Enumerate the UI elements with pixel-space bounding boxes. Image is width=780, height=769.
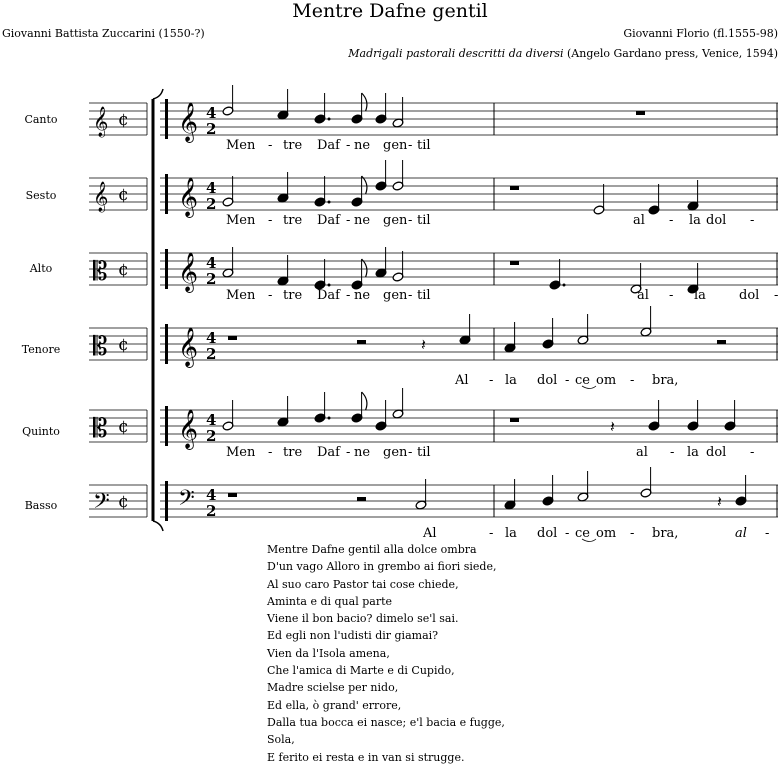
composer-credit: Giovanni Battista Zuccarini (1550-?) (2, 27, 205, 40)
half-rest (717, 340, 726, 344)
clef-icon: 𝄞 (178, 327, 199, 367)
poem-line: Al suo caro Pastor tai cose chiede, (267, 577, 459, 591)
incipit-clef-icon: 𝄢 (93, 489, 110, 519)
lyric-syllable: la (689, 213, 701, 228)
lyric-syllable: tre (283, 445, 303, 460)
lyric-syllable: dol (706, 445, 727, 460)
lyric-hyphen: - (489, 526, 494, 541)
ambitus-marker (165, 324, 168, 364)
lyric-syllable: dol (537, 373, 558, 388)
lyric-hyphen: - (268, 213, 273, 228)
lyric-hyphen: - (346, 138, 351, 153)
note-flag (362, 259, 367, 277)
part-name-basso: Basso (24, 499, 58, 512)
poem-line: Aminta e di qual parte (267, 594, 393, 608)
lyric-syllable: bra, (652, 373, 679, 388)
lyric-syllable: la (687, 445, 699, 460)
poem-line: Madre scielse per nido, (267, 681, 399, 695)
ambitus-marker (165, 406, 168, 446)
time-signature-numerator: 4 (206, 486, 217, 504)
poem-line: E ferito ei resta e in van si strugge. (267, 750, 465, 764)
lyric-syllable: om (596, 373, 617, 388)
lyric-hyphen: - (346, 213, 351, 228)
lyric-hyphen: - (268, 138, 273, 153)
incipit-clef-icon: 𝄞 (93, 182, 109, 212)
lyric-hyphen: - (408, 445, 413, 460)
lyric-syllable: Men (226, 445, 256, 460)
lyric-syllable: la (505, 526, 517, 541)
clef-icon: 𝄞 (178, 409, 199, 449)
lyric-syllable: til (417, 288, 431, 303)
time-signature-denominator: 2 (206, 195, 217, 213)
poem-line: Che l'amica di Marte e di Cupido, (267, 664, 455, 678)
lyric-syllable: ce (575, 373, 590, 388)
lyric-hyphen: - (346, 288, 351, 303)
lyric-syllable: til (417, 445, 431, 460)
note-dot (563, 284, 566, 287)
lyric-syllable: ce (575, 526, 590, 541)
lyric-hyphen: - (489, 373, 494, 388)
lyric-syllable: Men (226, 213, 256, 228)
lyric-syllable: dol (706, 213, 727, 228)
lyric-hyphen: - (408, 138, 413, 153)
incipit-mensuration-icon: ¢ (118, 185, 129, 205)
lyric-hyphen: - (268, 445, 273, 460)
half-rest (357, 340, 366, 344)
poet-credit: Giovanni Florio (fl.1555-98) (623, 27, 778, 40)
lyric-syllable: Men (226, 138, 256, 153)
lyric-syllable: ne (354, 213, 371, 228)
lyric-syllable: til (417, 213, 431, 228)
lyric-syllable: tre (283, 288, 303, 303)
whole-rest (636, 111, 645, 115)
note-flag (362, 176, 367, 194)
time-signature-numerator: 4 (206, 104, 217, 122)
poem-line: Viene il bon bacio? dimelo se'l sai. (267, 612, 459, 626)
poem-line: Ed ella, ò grand' errore, (267, 698, 402, 712)
lyric-hyphen: - (268, 288, 273, 303)
incipit-mensuration-icon: ¢ (118, 335, 129, 355)
lyric-hyphen: - (670, 445, 675, 460)
part-name-alto: Alto (29, 262, 53, 275)
lyric-hyphen: - (669, 213, 674, 228)
lyric-hyphen: - (408, 288, 413, 303)
time-signature-numerator: 4 (206, 254, 217, 272)
whole-rest (510, 418, 519, 422)
clef-icon: 𝄞 (178, 177, 199, 217)
system-bracket-top (153, 89, 163, 99)
system-bracket-bottom (153, 521, 163, 531)
part-name-canto: Canto (24, 113, 58, 126)
part-name-sesto: Sesto (25, 189, 57, 202)
lyric-syllable: Daf (317, 288, 340, 303)
lyric-syllable: Men (226, 288, 256, 303)
piece-title: Mentre Dafne gentil (292, 0, 488, 22)
time-signature-denominator: 2 (206, 345, 217, 363)
lyric-syllable: gen (383, 213, 408, 228)
whole-rest (228, 493, 237, 497)
time-signature-denominator: 2 (206, 270, 217, 288)
lyric-hyphen: - (750, 213, 755, 228)
lyric-hyphen: - (669, 288, 674, 303)
incipit-mensuration-icon: ¢ (118, 260, 129, 280)
lyric-syllable: al (633, 213, 645, 228)
poem-line: Ed egli non l'udisti dir giamai? (267, 629, 439, 643)
lyric-hyphen: - (565, 373, 570, 388)
lyric-syllable: al (636, 445, 648, 460)
incipit-clef-icon: 𝄡 (93, 414, 108, 444)
lyric-hyphen: - (346, 445, 351, 460)
lyric-hyphen: - (765, 526, 770, 541)
lyric-syllable: Daf (317, 138, 340, 153)
time-signature-numerator: 4 (206, 179, 217, 197)
quarter-rest: 𝄽 (610, 417, 615, 436)
lyric-syllable: Al (455, 373, 469, 388)
note-dot (328, 284, 331, 287)
incipit-clef-icon: 𝄡 (93, 332, 108, 362)
clef-icon: 𝄞 (178, 102, 199, 142)
lyric-syllable: Daf (317, 445, 340, 460)
poem-line: Dalla tua bocca ei nasce; e'l bacia e fugge, (267, 715, 505, 729)
whole-rest (510, 186, 519, 190)
lyric-syllable: tre (283, 138, 303, 153)
quarter-rest: 𝄽 (421, 335, 426, 354)
lyric-syllable: ne (354, 138, 371, 153)
lyric-syllable: la (505, 373, 517, 388)
time-signature-numerator: 4 (206, 329, 217, 347)
clef-icon: 𝄢 (178, 486, 195, 516)
lyric-syllable: gen (383, 288, 408, 303)
lyric-syllable: om (596, 526, 617, 541)
part-name-quinto: Quinto (22, 425, 60, 438)
incipit-clef-icon: 𝄡 (93, 257, 108, 287)
lyric-syllable: gen (383, 138, 408, 153)
note-flag (362, 392, 367, 410)
lyric-syllable: gen (383, 445, 408, 460)
quarter-rest: 𝄽 (717, 492, 722, 511)
incipit-mensuration-icon: ¢ (118, 417, 129, 437)
part-name-tenore: Tenore (21, 343, 61, 356)
lyric-syllable: Al (423, 526, 437, 541)
poem-line: Sola, (267, 733, 295, 747)
lyric-syllable: al (735, 526, 747, 541)
whole-rest (510, 261, 519, 265)
source-publisher: (Angelo Gardano press, Venice, 1594) (563, 47, 778, 60)
ambitus-marker (165, 249, 168, 289)
time-signature-denominator: 2 (206, 427, 217, 445)
poem-line: D'un vago Alloro in grembo ai fiori siede, (267, 560, 497, 574)
lyric-hyphen: - (630, 373, 635, 388)
ambitus-marker (165, 99, 168, 139)
note-dot (328, 201, 331, 204)
lyric-hyphen: - (630, 526, 635, 541)
lyric-hyphen: - (408, 213, 413, 228)
source-title: Madrigali pastorali descritti da diversi (348, 47, 564, 60)
lyric-syllable: la (694, 288, 706, 303)
poem-text (267, 541, 505, 766)
lyric-syllable: ne (354, 445, 371, 460)
note-dot (328, 118, 331, 121)
lyric-syllable: dol (739, 288, 760, 303)
incipit-mensuration-icon: ¢ (118, 492, 129, 512)
incipit-clef-icon: 𝄞 (93, 107, 109, 137)
lyric-syllable: al (637, 288, 649, 303)
ambitus-marker (165, 481, 168, 521)
poem-line: Mentre Dafne gentil alla dolce ombra (267, 543, 477, 556)
lyric-syllable: dol (537, 526, 558, 541)
lyric-hyphen: - (565, 526, 570, 541)
note-dot (328, 417, 331, 420)
whole-rest (228, 336, 237, 340)
time-signature-numerator: 4 (206, 411, 217, 429)
lyric-syllable: bra, (652, 526, 679, 541)
lyric-hyphen: - (750, 445, 755, 460)
lyric-syllable: Daf (317, 213, 340, 228)
time-signature-denominator: 2 (206, 502, 217, 520)
note-flag (362, 93, 367, 111)
lyric-syllable: til (417, 138, 431, 153)
half-rest (357, 497, 366, 501)
ambitus-marker (165, 174, 168, 214)
lyric-hyphen: - (774, 288, 779, 303)
poem-line: Vien da l'Isola amena, (267, 646, 390, 660)
time-signature-denominator: 2 (206, 120, 217, 138)
clef-icon: 𝄞 (178, 252, 199, 292)
lyric-syllable: ne (354, 288, 371, 303)
lyric-syllable: tre (283, 213, 303, 228)
incipit-mensuration-icon: ¢ (118, 110, 129, 130)
